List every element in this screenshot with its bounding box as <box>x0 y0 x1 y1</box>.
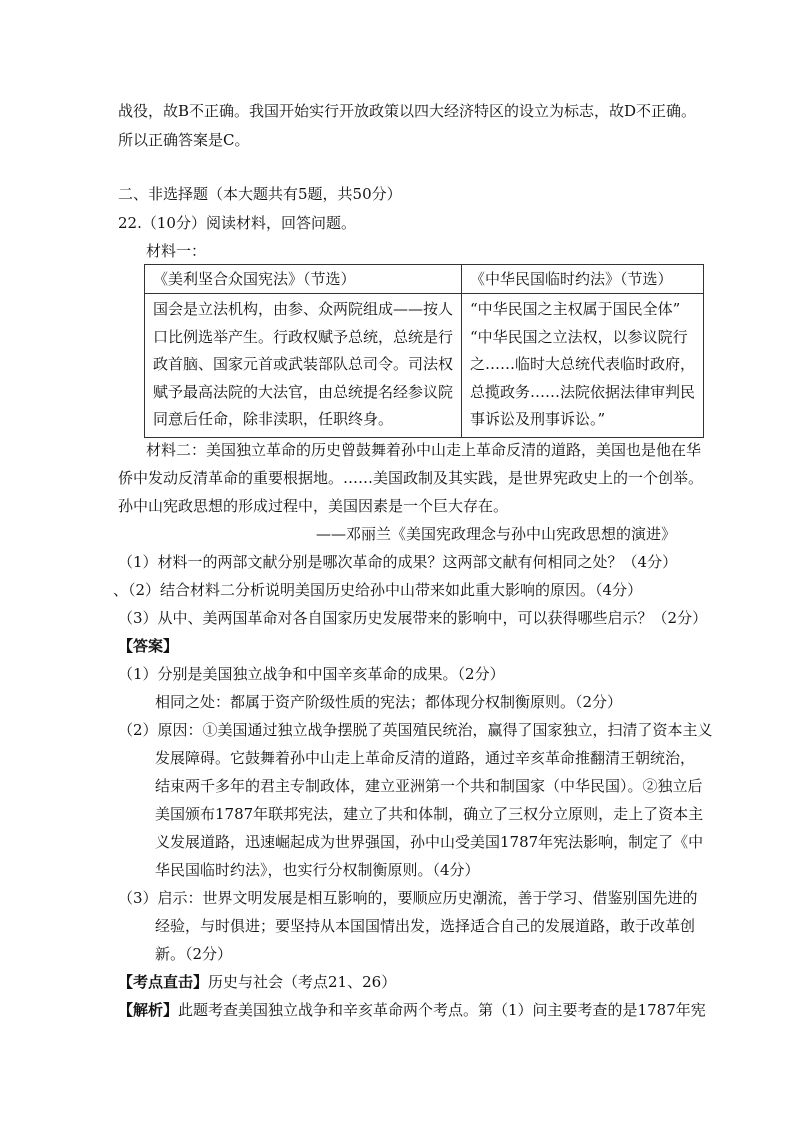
answer-2-line: 华民国临时约法》，也实行分权制衡原则。（4分） <box>155 861 480 879</box>
analysis-text: 此题考查美国独立战争和辛亥革命两个考点。第（1）问主要考查的是1787年宪 <box>178 1001 706 1019</box>
table-right-line: 事诉讼及刑事诉讼。” <box>470 410 606 428</box>
material-2-source: ——邓丽兰《美国宪政理念与孙中山宪政思想的演进》 <box>316 525 677 543</box>
table-cell-right <box>462 294 704 438</box>
answer-2-line: （2）原因：①美国通过独立战争摆脱了英国殖民统治，赢得了国家独立，扫清了资本主义 <box>118 721 713 739</box>
answer-2-line: 义发展道路，迅速崛起成为世界强国，孙中山受美国1787年宪法影响，制定了《中 <box>155 833 704 851</box>
table-left-line: 国会是立法机构，由参、众两院组成——按人 <box>153 300 454 318</box>
table-right-line: “中华民国之立法权，以参议院行 <box>470 327 688 346</box>
kaodian-label: 【考点直击】 <box>118 973 209 991</box>
table-right-line: “中华民国之主权属于国民全体” <box>470 300 681 318</box>
intro-line-1: 战役，故B不正确。我国开始实行开放政策以四大经济特区的设立为标志，故D不正确。 <box>118 102 697 120</box>
question-2: 、（2）结合材料二分析说明美国历史给孙中山带来如此重大影响的原因。（4分） <box>113 581 643 599</box>
section-title: 二、非选择题（本大题共有5题，共50分） <box>118 185 402 203</box>
material-table <box>144 264 704 438</box>
answer-2-line: 发展障碍。它鼓舞着孙中山走上革命反清的道路，通过辛亥革命推翻清王朝统治， <box>155 749 696 767</box>
table-left-line: 同意后任命，除非渎职，任职终身。 <box>153 410 394 428</box>
question-3: （3）从中、美两国革命对各自国家历史发展带来的影响中，可以获得哪些启示？（2分） <box>118 609 708 627</box>
question-heading: 22.（10分）阅读材料，回答问题。 <box>118 214 356 232</box>
material-2-line-3: 孙中山宪政思想的形成过程中，美国因素是一个巨大存在。 <box>118 497 509 515</box>
question-1: （1）材料一的两部文献分别是哪次革命的成果？这两部文献有何相同之处？（4分） <box>118 553 678 571</box>
kaodian-text: 历史与社会（考点21、26） <box>208 973 397 991</box>
answer-1-line-1: （1）分别是美国独立战争和中国辛亥革命的成果。（2分） <box>118 665 505 683</box>
table-right-line: 总揽政务……法院依据法律审判民 <box>470 382 696 401</box>
material-1-label: 材料一： <box>146 242 207 260</box>
analysis-line <box>118 1000 706 1022</box>
answer-2-line: 美国颁布1787年联邦宪法，建立了共和体制，确立了三权分立原则，走上了资本主 <box>155 805 704 823</box>
analysis-label: 【解析】 <box>118 1001 179 1019</box>
material-2-line-2: 侨中发动反清革命的重要根据地。……美国政制及其实践，是世界宪政史上的一个创举。 <box>118 469 704 487</box>
table-header-right: 《中华民国临时约法》（节选） <box>462 265 704 294</box>
table-left-line: 政首脑、国家元首或武装部队总司令。司法权 <box>153 355 454 373</box>
answer-3-line: （3）启示：世界文明发展是相互影响的，要顺应历史潮流，善于学习、借鉴别国先进的 <box>118 889 698 907</box>
answer-3-line: 经验，与时俱进；要坚持从本国国情出发，选择适合自己的发展道路，敢于改革创 <box>155 917 696 935</box>
material-2-line-1: 材料二：美国独立革命的历史曾鼓舞着孙中山走上革命反清的道路，美国也是他在华 <box>146 441 702 459</box>
table-cell-left <box>145 294 462 438</box>
table-header-left: 《美利坚合众国宪法》（节选） <box>145 265 462 294</box>
answer-1-line-2: 相同之处：都属于资产阶级性质的宪法；都体现分权制衡原则。（2分） <box>155 693 623 711</box>
answer-2-line: 结束两千多年的君主专制政体，建立亚洲第一个共和制国家（中华民国）。②独立后 <box>155 777 703 795</box>
table-left-line: 口比例选举产生。行政权赋予总统，总统是行 <box>153 327 454 346</box>
answer-3-line: 新。（2分） <box>155 945 233 963</box>
intro-line-2: 所以正确答案是C。 <box>118 131 250 149</box>
answer-label: 【答案】 <box>118 637 179 655</box>
table-left-line: 赋予最高法院的大法官，由总统提名经参议院 <box>153 382 454 401</box>
table-right-line: 之……临时大总统代表临时政府， <box>470 355 696 373</box>
kaodian-line <box>118 972 396 994</box>
